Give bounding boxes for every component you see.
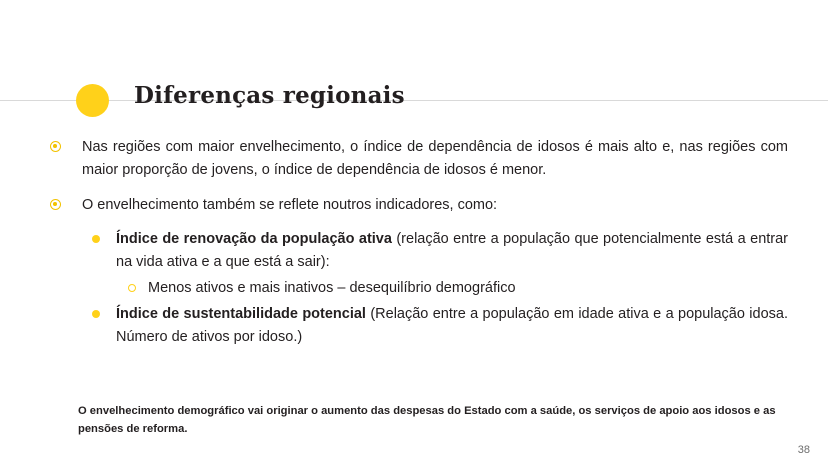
title-row — [0, 78, 828, 122]
footnote: O envelhecimento demográfico vai originar o aumento das despesas do Estado com a saúde, os serviços de apoio aos idosos e as pensões de reforma. — [78, 405, 776, 436]
ring-bullet-icon — [50, 199, 61, 210]
list-item-text: Nas regiões com maior envelhecimento, o índice de dependência de idosos é mais alto e, nas regiões com maior proporção de jovens, o índice de dependência de idosos é menor. — [82, 139, 788, 179]
list-item — [48, 194, 788, 217]
hollow-bullet-icon — [128, 284, 136, 292]
list-item — [48, 277, 788, 300]
list-item-lead: Índice de sustentabilidade potencial — [116, 306, 366, 323]
page-number: 38 — [797, 444, 810, 456]
list-item-text: (Relação entre a população em idade ativa e a população idosa. Número de ativos por idoso.) — [116, 306, 788, 346]
slide-body — [48, 136, 788, 352]
dot-bullet-icon — [92, 235, 100, 243]
page-title: Diferenças regionais — [134, 82, 405, 109]
dot-bullet-icon — [92, 310, 100, 318]
list-item-lead: Índice de renovação da população ativa — [116, 231, 392, 248]
list-item — [48, 136, 788, 183]
title-divider — [0, 100, 828, 101]
list-item — [48, 228, 788, 274]
ring-bullet-icon — [50, 141, 61, 152]
list-item-text: O envelhecimento também se reflete noutros indicadores, como: — [82, 196, 498, 213]
list-item-text: Menos ativos e mais inativos – desequilíbrio demográfico — [148, 280, 516, 297]
list-item — [48, 303, 788, 349]
list-item-text: (relação entre a população que potencialmente está a entrar na vida ativa e a que está a sair): — [116, 231, 789, 271]
title-bullet-icon — [76, 84, 109, 117]
